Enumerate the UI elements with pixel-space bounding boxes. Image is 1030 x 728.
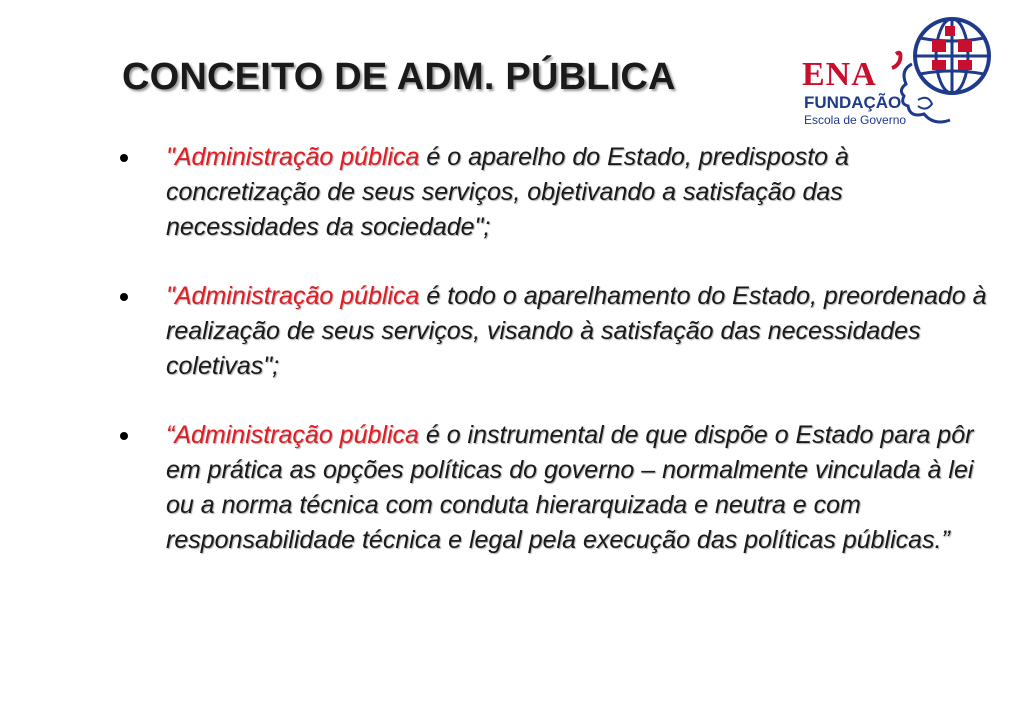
definition-item <box>118 140 998 245</box>
bullet-dot-icon <box>120 154 128 162</box>
slide-title: CONCEITO DE ADM. PÚBLICA <box>122 56 676 98</box>
definition-term: Administração pública <box>174 143 420 171</box>
ena-fundacao-logo <box>800 14 1000 134</box>
quote-open: " <box>166 282 175 310</box>
definition-text: é o aparelho do Estado, predisposto à concretização de seus serviços, objetivando a satisfação das necessidades da sociedade"; <box>166 143 849 241</box>
definition-item <box>118 418 998 558</box>
definition-list <box>118 140 998 592</box>
quote-open: " <box>166 143 175 171</box>
logo-escola-text: Escola de Governo <box>804 113 907 127</box>
quote-open: “ <box>166 421 175 449</box>
definition-text: é todo o aparelhamento do Estado, preordenado à realização de seus serviços, visando à satisfação das necessidades coletivas"; <box>166 282 987 380</box>
definition-item <box>118 279 998 384</box>
bullet-dot-icon <box>120 293 128 301</box>
logo-fundacao-text: FUNDAÇÃO <box>804 93 902 112</box>
bullet-dot-icon <box>120 432 128 440</box>
logo-ena-text: ENA <box>802 56 877 93</box>
definition-term: Administração pública <box>174 282 420 310</box>
definition-text: é o instrumental de que dispõe o Estado para pôr em prática as opções políticas do governo – normalmente vinculada à lei ou a norma técnica com conduta hierarquizada e neutra e com responsabilidade técnica e legal pela execução das políticas públicas.” <box>166 421 974 554</box>
definition-term: Administração pública <box>174 421 419 449</box>
